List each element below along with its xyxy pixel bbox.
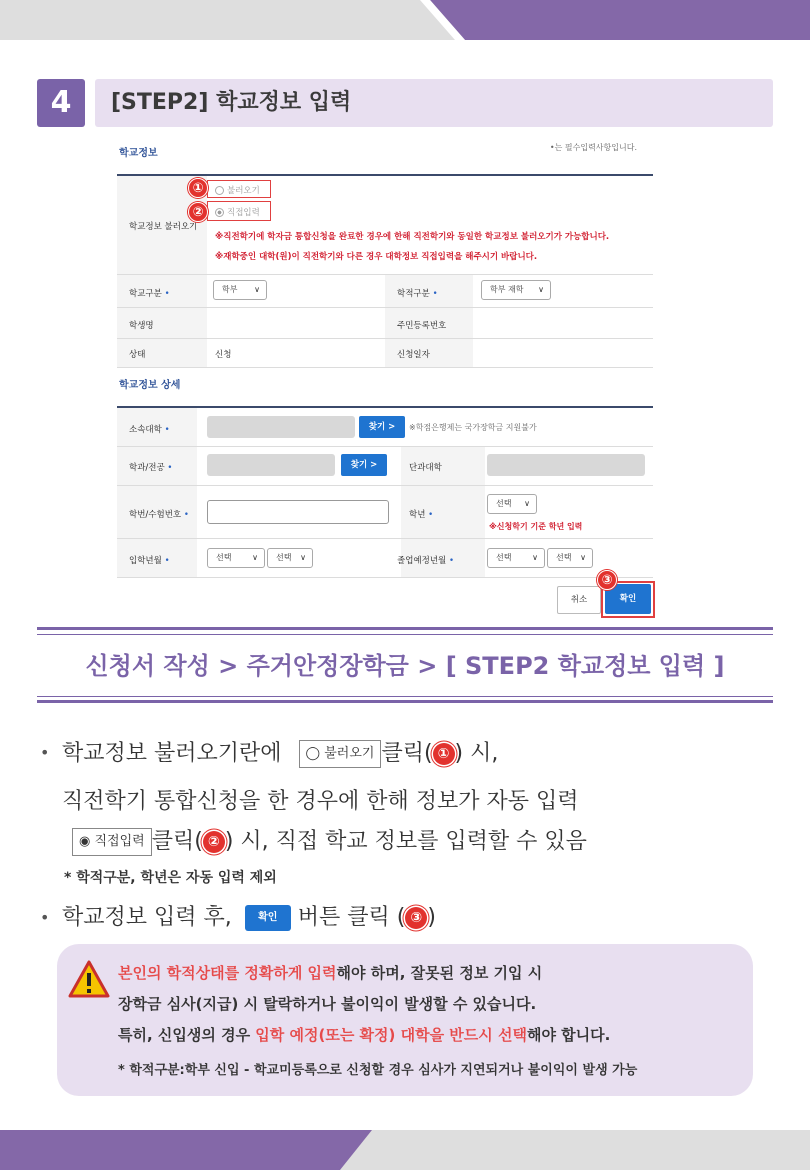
college-field[interactable] (487, 454, 645, 476)
dept-label (129, 461, 172, 473)
school-type-label (129, 287, 170, 299)
chevron-down-icon: ∨ (538, 285, 544, 294)
required-mark: • (428, 510, 434, 520)
instruction-line-3 (72, 824, 587, 856)
inline-direct-button: ◉ 직접입력 (72, 828, 152, 856)
graduation-year-select[interactable] (487, 548, 545, 568)
instruction-line-4 (62, 900, 436, 931)
required-mark: • (183, 510, 189, 520)
warning-line-2: 장학금 심사(지급) 시 탈락하거나 불이익이 발생할 수 있습니다. (118, 995, 537, 1013)
breadcrumb-top-line (37, 627, 773, 630)
table-top-line (117, 406, 653, 408)
required-mark: • (164, 425, 170, 435)
section-title-school-info: 학교정보 (119, 148, 158, 159)
instruction-text: 클릭( (381, 741, 433, 766)
instruction-text: 버튼 클릭 ( (297, 905, 406, 930)
admission-year-select[interactable] (207, 548, 265, 568)
univ-field[interactable] (207, 416, 355, 438)
row-divider (117, 577, 653, 578)
enroll-status-text: 학적구분 (397, 289, 430, 299)
required-note: •는 필수입력사항입니다. (549, 143, 637, 152)
status-label: 상태 (129, 350, 146, 360)
enroll-status-label (397, 287, 438, 299)
instruction-text: ) 시, 직접 학교 정보를 입력할 수 있음 (224, 829, 587, 854)
required-mark: • (164, 289, 170, 299)
resident-no-label: 주민등록번호 (397, 321, 447, 331)
row-divider (117, 538, 653, 539)
highlight-box-2 (207, 201, 271, 221)
breadcrumb: 신청서 작성 > 주거안정장학금 > [ STEP2 학교정보 입력 ] (85, 652, 725, 680)
instruction-text: 클릭( (151, 829, 203, 854)
chevron-down-icon: ∨ (524, 499, 530, 508)
required-mark: • (164, 556, 170, 566)
school-type-value: 학부 (222, 285, 238, 294)
instruction-text: ) (427, 905, 436, 930)
inline-ok-button: 확인 (245, 905, 291, 931)
graduation-year-value: 선택 (496, 553, 512, 562)
school-info-form (117, 138, 657, 620)
college-label: 단과대학 (409, 463, 442, 473)
dept-search-button[interactable]: 찾기 > (341, 454, 387, 476)
grade-label (409, 508, 433, 520)
instruction-text: 학교정보 입력 후, (62, 905, 232, 930)
instruction-text: ) 시, (454, 741, 499, 766)
badge-2: ② (188, 202, 208, 222)
inline-badge-1: ① (433, 743, 455, 765)
warning-icon (68, 960, 110, 998)
admission-year-value: 선택 (216, 553, 232, 562)
section-title-school-detail: 학교정보 상세 (119, 380, 181, 391)
dept-field[interactable] (207, 454, 335, 476)
row-divider (117, 485, 653, 486)
chevron-down-icon: ∨ (252, 553, 258, 562)
admission-label (129, 554, 170, 566)
highlight-box-1 (207, 180, 271, 198)
warning-highlight: 입학 예정(또는 확정) 대학을 반드시 선택 (255, 1026, 527, 1044)
warning-highlight: 본인의 학적상태를 정확하게 입력 (118, 964, 337, 982)
status-value: 신청 (215, 350, 232, 360)
grade-select-value: 선택 (496, 499, 512, 508)
badge-3: ③ (597, 570, 617, 590)
inline-load-button: ◯ 불러오기 (299, 740, 382, 768)
student-name-label: 학생명 (129, 321, 154, 331)
warning-text: 해야 하며, 잘못된 정보 기입 시 (336, 964, 543, 982)
required-mark: • (432, 289, 438, 299)
breadcrumb-bottom-line (37, 700, 773, 703)
student-id-input[interactable] (207, 500, 389, 524)
bullet: • (40, 743, 50, 762)
graduation-month-value: 선택 (556, 553, 572, 562)
row-divider (117, 367, 653, 368)
note-direct: ※재학중인 대학(원)이 직전학기와 다른 경우 대학정보 직접입력을 해주시기 바랍니다. (215, 252, 538, 262)
breadcrumb-top-line-thin (37, 634, 773, 635)
graduation-month-select[interactable] (547, 548, 593, 568)
badge-1: ① (188, 178, 208, 198)
univ-text: 소속대학 (129, 425, 162, 435)
load-label: 학교정보 불러오기 (129, 222, 198, 232)
school-type-select[interactable] (213, 280, 267, 300)
graduation-label (397, 554, 454, 566)
student-id-label (129, 508, 189, 520)
inline-badge-3: ③ (405, 907, 427, 929)
enroll-status-value: 학부 재학 (490, 285, 524, 294)
radio-direct-label: 직접입력 (227, 208, 260, 218)
grade-text: 학년 (409, 510, 426, 520)
radio-load-label: 불러오기 (227, 186, 260, 196)
admission-text: 입학년월 (129, 556, 162, 566)
grade-note: ※신청학기 기준 학년 입력 (489, 522, 583, 531)
enroll-status-select[interactable] (481, 280, 551, 300)
student-id-text: 학번/수험번호 (129, 510, 182, 520)
instruction-text: 학교정보 불러오기란에 (62, 741, 282, 766)
chevron-down-icon: ∨ (580, 553, 586, 562)
required-mark: • (448, 556, 454, 566)
instruction-line-1 (62, 736, 498, 768)
chevron-down-icon: ∨ (254, 285, 260, 294)
warning-text: 해야 합니다. (526, 1026, 611, 1044)
required-mark: • (167, 463, 173, 473)
univ-note: ※학점은행제는 국가장학금 지원불가 (409, 423, 537, 432)
ok-button[interactable]: 확인 (605, 584, 651, 614)
cancel-button[interactable]: 취소 (557, 586, 601, 614)
chevron-down-icon: ∨ (532, 553, 538, 562)
warning-text: 특히, 신입생의 경우 (118, 1026, 256, 1044)
auto-input-note: * 학적구분, 학년은 자동 입력 제외 (64, 870, 277, 886)
school-type-text: 학교구분 (129, 289, 162, 299)
univ-label (129, 423, 170, 435)
note-load: ※직전학기에 학자금 통합신청을 완료한 경우에 한해 직전학기와 동일한 학교정보 불러오기가 가능합니다. (215, 232, 610, 242)
step-title: [STEP2] 학교정보 입력 (95, 79, 773, 127)
univ-search-button[interactable]: 찾기 > (359, 416, 405, 438)
apply-date-label: 신청일자 (397, 350, 430, 360)
graduation-text: 졸업예정년월 (397, 556, 447, 566)
chevron-down-icon: ∨ (300, 553, 306, 562)
row-divider (117, 446, 653, 447)
admission-month-value: 선택 (276, 553, 292, 562)
warning-line-3 (118, 1024, 610, 1045)
step-number: 4 (37, 79, 85, 127)
inline-badge-2: ② (203, 831, 225, 853)
admission-month-select[interactable] (267, 548, 313, 568)
breadcrumb-bottom-line-thin (37, 696, 773, 697)
dept-text: 학과/전공 (129, 463, 165, 473)
warning-line-1 (118, 962, 542, 983)
warning-line-4: * 학적구분:학부 신입 - 학교미등록으로 신청할 경우 심사가 지연되거나 불이익이 발생 가능 (118, 1063, 638, 1078)
instruction-line-2: 직전학기 통합신청을 한 경우에 한해 정보가 자동 입력 (62, 789, 579, 814)
grade-select[interactable] (487, 494, 537, 514)
bullet: • (40, 908, 50, 927)
